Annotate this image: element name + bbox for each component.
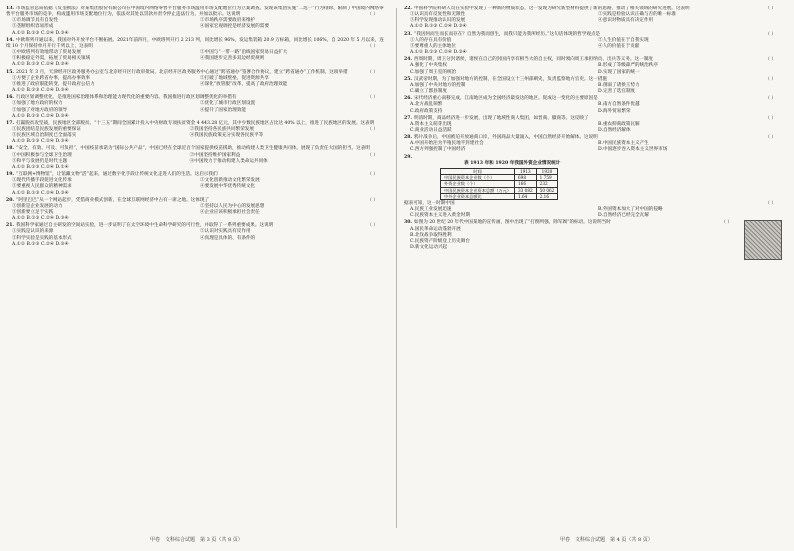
table-cell: 698 — [515, 175, 537, 181]
question-number: 14. — [6, 37, 14, 43]
option-item: ②坚持以人民为中心的发展思想 — [200, 203, 265, 209]
answer-choices: A.①② B.①③ C.②④ D.③④ — [12, 88, 69, 94]
question-options — [6, 229, 388, 241]
answer-paren: （ ） — [367, 197, 378, 203]
question-number: 26. — [404, 96, 412, 102]
option-item: ②我国坚持各民族共同繁荣发展 — [189, 126, 254, 132]
question-stem: “阿里巴巴”从一个网站起步，凭借商业模式创新，在全球互联网经济中占有一席之地。这体现了 — [16, 197, 210, 203]
option-item: ③要尊重人的主体地位 — [410, 43, 456, 49]
option-item: D.自然经济解体 — [598, 127, 631, 133]
question-number: 18. — [6, 146, 14, 152]
option-item: ③要重视人民群众的精神需求 — [12, 184, 72, 190]
table-cell: 33 082 — [515, 187, 537, 193]
option-item: ①市场调节具有自发性 — [12, 18, 58, 24]
question-17 — [6, 121, 388, 146]
question-options — [6, 76, 388, 88]
option-item: ①加强了地方政府的权力 — [12, 101, 63, 107]
option-item: ③创新要立足于实践 — [12, 210, 54, 215]
question-19 — [6, 172, 388, 197]
table-cell: 166 — [515, 181, 537, 187]
question-options — [6, 18, 388, 30]
answer-paren: （ ） — [765, 135, 776, 141]
question-options — [404, 207, 786, 219]
option-item: C.加强了周王室的统治 — [410, 69, 457, 75]
option-item: ④国家宏观调控是经济发展的需要 — [200, 24, 269, 30]
answer-paren: （ ） — [367, 223, 378, 229]
table-cell: 50 062 — [536, 187, 558, 193]
option-item: D.海外贸易繁荣 — [598, 108, 631, 114]
option-item: C.西方列强控制了中国经济 — [410, 147, 466, 153]
option-item: ②市场秩序需要政府来维护 — [200, 18, 256, 24]
question-number: 19. — [6, 172, 14, 178]
table-cell: 中国民族资本企业数（个） — [441, 175, 515, 181]
question-options — [404, 12, 786, 24]
answer-choices: A.①② B.①③ C.②④ D.③④ — [12, 139, 69, 145]
table-header-cell: 1913 — [515, 168, 537, 174]
question-22 — [404, 6, 786, 31]
question-stem: 市场监管总局依据《反垄断法》对某集团股份有限公司在中国境内网络零售平台服务市场滥用市场支配地位行为立案调查。发现该集团实施“二选一”行为排除、限制了中国境内网络零售平台服务市场的竞争，构成滥用市场支配地位行为，依法对其处以罚款并责令停止违法行为，并加以批示。这说明 — [6, 6, 384, 18]
question-18 — [6, 146, 388, 171]
question-number: 23. — [404, 31, 412, 37]
option-item: ②认识对实践具有反作用 — [200, 229, 251, 235]
question-stem: 西周时期，周王分封诸侯，诸侯在自己的封国内享有相当大的自主权，同时须向周王承担纳贡、出兵等义务。这一制度 — [414, 57, 653, 63]
question-options — [404, 83, 786, 95]
question-options — [6, 204, 388, 216]
question-stem: 行政区划调整优化，是推进国家治理体系和治理能力现代化的重要内容。我国推进行政区划调整优化的举措有 — [16, 95, 237, 101]
option-item: ③科学发现推动认识的发展 — [410, 18, 466, 24]
answer-paren: （ ） — [765, 115, 776, 121]
question-15 — [6, 70, 388, 95]
question-options — [404, 227, 786, 252]
option-item: A.加强了中央对地方的控制 — [410, 82, 466, 88]
option-item: ①方便了企业跨省办事，提高办事效率 — [12, 75, 91, 81]
question-14 — [6, 38, 388, 69]
table-row — [441, 193, 558, 199]
question-number: 24. — [404, 57, 412, 63]
answer-paren: （ ） — [765, 31, 776, 37]
question-stem: 我国科学家通过自主研发的空间站实验，进一步证明了在太空环境中生命科学研究的可行性，并取得了一系列重要成果。这说明 — [16, 223, 274, 229]
answer-paren: （ ） — [367, 172, 378, 178]
option-item: ④要发展中华优秀传统文化 — [200, 184, 256, 190]
option-item: ④中国致力于推动构建人类命运共同体 — [189, 158, 268, 164]
table-cell: 2.16 — [536, 193, 558, 199]
option-item: ③推进了政府职能转变，提升政府公信力 — [12, 81, 95, 87]
option-item: ①现代传播手段促进文化传承 — [12, 178, 72, 184]
option-item: D.自然经济已经完全瓦解 — [598, 213, 649, 219]
column-divider — [396, 8, 397, 528]
option-item: ①民族团结是民族发展的重要保证 — [12, 126, 81, 132]
question-number: 15. — [6, 69, 14, 75]
answer-choices: A.①② B.①③ C.②④ D.③④ — [12, 113, 69, 119]
question-20 — [6, 198, 388, 223]
question-number: 20. — [6, 197, 14, 203]
question-30: 30. 如图为 20 世纪 20 年代中国某地的宣传画，图中出现了“打倒列强，除军阀”的标语。这说明当时 （ ） A.国民革命运动蓬勃开展 B.北伐战争取得胜利 C.民族资产阶级登上历史舞台 D.新文化运动兴起 — [404, 220, 786, 251]
option-item: C.民族资本主义进入黄金时期 — [410, 213, 470, 219]
question-26 — [404, 96, 786, 114]
right-questions — [404, 6, 786, 154]
question-number: 28. — [404, 135, 412, 141]
stats-table — [440, 168, 558, 200]
option-item: A.中国开始沦为半殖民地半封建社会 — [410, 141, 484, 147]
option-item: ④真理是具体的、有条件的 — [200, 235, 256, 241]
question-27 — [404, 116, 786, 134]
question-24 — [404, 57, 786, 75]
question-stem: 据表可知，这一时期中国 — [404, 200, 455, 206]
question-number: 22. — [404, 6, 412, 11]
question-options — [6, 153, 367, 165]
question-stem: 中欧班列开通以来，我国对外开放平台不断拓展。2021年前四月，中欧班列开行 2 213 列，同比增长 96%，发运集装箱 20.9 万标箱，同比增长 106%，自 2020 年 5 月以来，连续 10 个月保持单月开行千列以上，这表明 — [6, 37, 384, 49]
option-item: ③垄断组织容易形成 — [12, 24, 54, 30]
question-number: 21. — [6, 223, 14, 229]
option-item: ③民族区域自治制度已全面落实 — [12, 133, 77, 139]
answer-choices: A.①② B.①③ C.②④ D.①④ — [12, 164, 69, 170]
option-item: B.重农抑商政策瓦解 — [598, 121, 640, 127]
option-item: ②打破了地域壁垒，促进资源共享 — [200, 75, 269, 81]
question-options — [6, 50, 388, 62]
answer-choices: A.①② B.①③ C.②④ D.③④ — [410, 50, 467, 56]
question-options — [6, 178, 388, 190]
question-stem: 鸦片战争后，中国被迫开放通商口岸，外国商品大量涌入，中国自然经济开始解体。这说明 — [414, 135, 598, 141]
answer-choices: A.①② B.①③ C.②④ D.③④ — [12, 30, 69, 36]
option-item: ④企业应该积极承担社会责任 — [200, 210, 260, 215]
question-options — [6, 101, 388, 113]
question-number: 27. — [404, 115, 412, 121]
answer-paren: （ ） — [765, 96, 776, 102]
option-item: C.政府政策支持 — [410, 108, 443, 114]
answer-paren: （ ） — [367, 69, 378, 75]
question-options — [404, 38, 786, 50]
option-item: B.中国民族资本主义产生 — [598, 141, 649, 147]
question-options — [404, 141, 786, 153]
option-item: D.新文化运动兴起 — [410, 245, 448, 251]
question-number: 25. — [404, 76, 412, 82]
option-item: A.强化了中央集权 — [410, 63, 447, 69]
option-item: A.北方战乱频繁 — [410, 102, 443, 108]
answer-paren: （ ） — [367, 152, 378, 158]
answer-choices: A.①② B.①③ C.②④ D.③④ — [12, 190, 69, 196]
question-options — [404, 122, 786, 134]
table-cell: 1 759 — [536, 175, 558, 181]
question-options — [6, 127, 367, 139]
option-item: ①创新是企业发展的动力 — [12, 203, 63, 209]
question-stem: “我因何而生而长而存在？自然为我而创生，而我只能为我所经历。”这句话体现的哲学观点是 — [414, 31, 601, 37]
option-item: ③和平与发展仍是时代主题 — [12, 158, 68, 164]
option-item: ①实践是认识的来源 — [12, 229, 54, 235]
question-options — [404, 102, 786, 114]
option-item: ④人的价值在于贡献 — [598, 43, 640, 49]
question-stem: 中国科学院科研人员在实验中发现了一种新的物质状态，这一发现为研究新型材料提供了新的思路，推动了相关领域的研究进展。这表明 — [414, 6, 690, 11]
option-item: ③科学实验是实践的基本形式 — [12, 235, 72, 241]
question-stem: “安全、有效、可及、可负担”，中国疫苗承诺为“国际公共产品”，中国已经在全球近百个国家提供疫苗援助，推动构建人类卫生健康共同体，展现了负责任大国的担当。这表明 — [16, 146, 370, 152]
option-item: C.确立了郡县制度 — [410, 89, 447, 95]
question-number: 17. — [6, 120, 14, 126]
question-number: 13. — [6, 6, 14, 11]
answer-paren: （ ） — [765, 57, 776, 63]
answer-paren: （ ） — [367, 12, 378, 18]
question-stem: 汉武帝时期，为了加强对地方的控制，在全国设立十三州部刺史，负责监察地方官吏。这一措施 — [414, 76, 607, 82]
option-item: ③加强了对地方政府的领导 — [12, 107, 68, 113]
answer-choices: A.①② B.①③ C.②④ D.③④ — [12, 241, 69, 247]
question-stem: 宋代经济重心南移完成，江南地区成为全国经济最发达的地区。促成这一变化的主要原因是 — [414, 96, 598, 102]
option-item: ①中欧班列有效地带动了贸易发展 — [12, 50, 81, 56]
answer-paren: （ ） — [765, 6, 776, 11]
option-item: ④我国民族政策充分实现各民族平等 — [189, 133, 264, 139]
table-cell: 中外企业资本总额比 — [441, 193, 515, 199]
option-item: ①中国积极参与全球卫生治理 — [12, 152, 72, 158]
table-cell: 1.64 — [515, 193, 537, 199]
question-stem: “互联网+博物馆”，让馆藏文物“活”起来，通过数字化手段让传统文化走进人们的生活。这启示我们 — [16, 172, 218, 178]
option-item: ③积极稳定外需，拓展了贸易相关领域 — [12, 56, 91, 62]
option-item: A.民族工业发展迅速 — [410, 207, 452, 213]
option-item: ②实践是检验认识正确与否的唯一标准 — [598, 12, 677, 18]
answer-choices: A.①② B.①③ C.②④ D.③④ — [12, 62, 69, 68]
option-item: B.形成了等级森严的统治秩序 — [598, 63, 658, 69]
answer-paren: （ ） — [367, 43, 378, 49]
option-item: D.中国逐步卷入资本主义世界市场 — [598, 147, 668, 153]
table-cell: 外资企业数（个） — [441, 181, 515, 187]
option-item: ④提升了国家治理效能 — [200, 107, 246, 113]
question-16 — [6, 95, 388, 120]
option-item: ④深化“放管服”改革，提高了政府治理效能 — [200, 81, 288, 87]
option-item: ②文化创新推动文化繁荣发展 — [200, 178, 260, 184]
option-item: ②中国与“一带一路”沿线国家贸易日益扩大 — [200, 50, 288, 56]
question-stem: 如图为 20 世纪 20 年代中国某地的宣传画，图中出现了“打倒列强，除军阀”的标语。这说明当时 — [414, 220, 611, 226]
question-13 — [6, 6, 388, 37]
answer-choices: A.①② B.①③ C.②④ D.③④ — [12, 216, 69, 222]
option-item: ②中国坚持维护国家利益 — [189, 152, 241, 158]
answer-paren: （ ） — [367, 126, 378, 132]
option-item: ①认识具有反复性和无限性 — [410, 12, 466, 18]
table-row — [441, 187, 558, 193]
table-header-cell: 1920 — [536, 168, 558, 174]
option-item: D.完善了选官制度 — [598, 89, 636, 95]
question-options — [404, 63, 786, 75]
option-item: ④我国逐步完善多双边经贸规则 — [200, 56, 265, 62]
option-item: C.民族资产阶级登上历史舞台 — [410, 238, 470, 244]
propaganda-image — [744, 220, 782, 260]
option-item: B.削弱了诸侯王势力 — [598, 82, 640, 88]
table-caption: 表 1913 年和 1920 年我国外资企业情况统计 — [464, 160, 561, 166]
question-number: 16. — [6, 95, 14, 101]
option-item: ④意识对物质具有决定作用 — [598, 18, 654, 24]
page-footer-left: 甲卷 文科综合试题 第 3 页（共 8 页） — [150, 537, 243, 543]
question-stem: 2021 年 3 月，天津经开区政务服务办公室与北京经开区行政审批局、北京经开区政务服务中心通过“跨省通办”签署合作协议，建立“跨省通办”工作机制。这项举措 — [16, 69, 348, 75]
table-cell: 中国民族资本企业资本总额（万元） — [441, 187, 515, 193]
page-footer-right: 甲卷 文科综合试题 第 4 页（共 8 页） — [560, 537, 653, 543]
option-item: A.资本主义萌芽出现 — [410, 121, 452, 127]
right-column — [404, 6, 786, 528]
question-25 — [404, 77, 786, 95]
option-item: A.国民革命运动蓬勃开展 — [410, 226, 461, 232]
table-cell: 232 — [536, 181, 558, 187]
option-item: C.商业活动日益活跃 — [410, 127, 452, 133]
option-item: B.北伐战争取得胜利 — [410, 232, 452, 238]
option-item: D.实现了国家的统一 — [598, 69, 640, 75]
option-item: ②优化了城市行政区划设置 — [200, 101, 256, 107]
option-item: ①人的存在具有价值 — [410, 37, 452, 43]
answer-paren: （ ） — [367, 95, 378, 101]
table-header-cell: 时间 — [441, 168, 515, 174]
answer-choices: A.①② B.①③ C.②④ D.③④ — [410, 24, 467, 30]
question-29: 29. 表 1913 年和 1920 年我国外资企业情况统计 时间 1913 1920 中国民族资本企业数（个） 698 1 759 外资企业数（个） 166 232 中国民族资本企业资本总额（万元） 33 082 50 062 中外企业资本总额比 1.64 2.16 据表可知，这一时期中国 （ ） A.民族工业发展迅速 B.外国资本加大了对中国的侵略 C.民族资本主义进入黄金时期 D.自然经济已经完全瓦解 — [404, 155, 786, 220]
question-23 — [404, 32, 786, 57]
answer-paren: （ ） — [765, 76, 776, 82]
question-stem: 明清时期，商品经济进一步发展，出现了地域性商人集团，如晋商、徽商等。这反映了 — [414, 115, 589, 121]
left-column — [6, 6, 388, 528]
question-28 — [404, 135, 786, 153]
question-21 — [6, 223, 388, 248]
question-stem: 打赢脱贫攻坚战，民族地区全部脱贫。“十三五”期间全国累计投入中央财政专项扶贫资金 4 443.28 亿元，其中少数民族地区占比达 40% 以上，推进了民族地区的发展。这表明 — [16, 120, 375, 126]
option-item: ②人生价值在于自我实现 — [598, 37, 649, 43]
option-item: B.南方自然条件优越 — [598, 102, 640, 108]
option-item: B.外国资本加大了对中国的侵略 — [598, 207, 663, 213]
